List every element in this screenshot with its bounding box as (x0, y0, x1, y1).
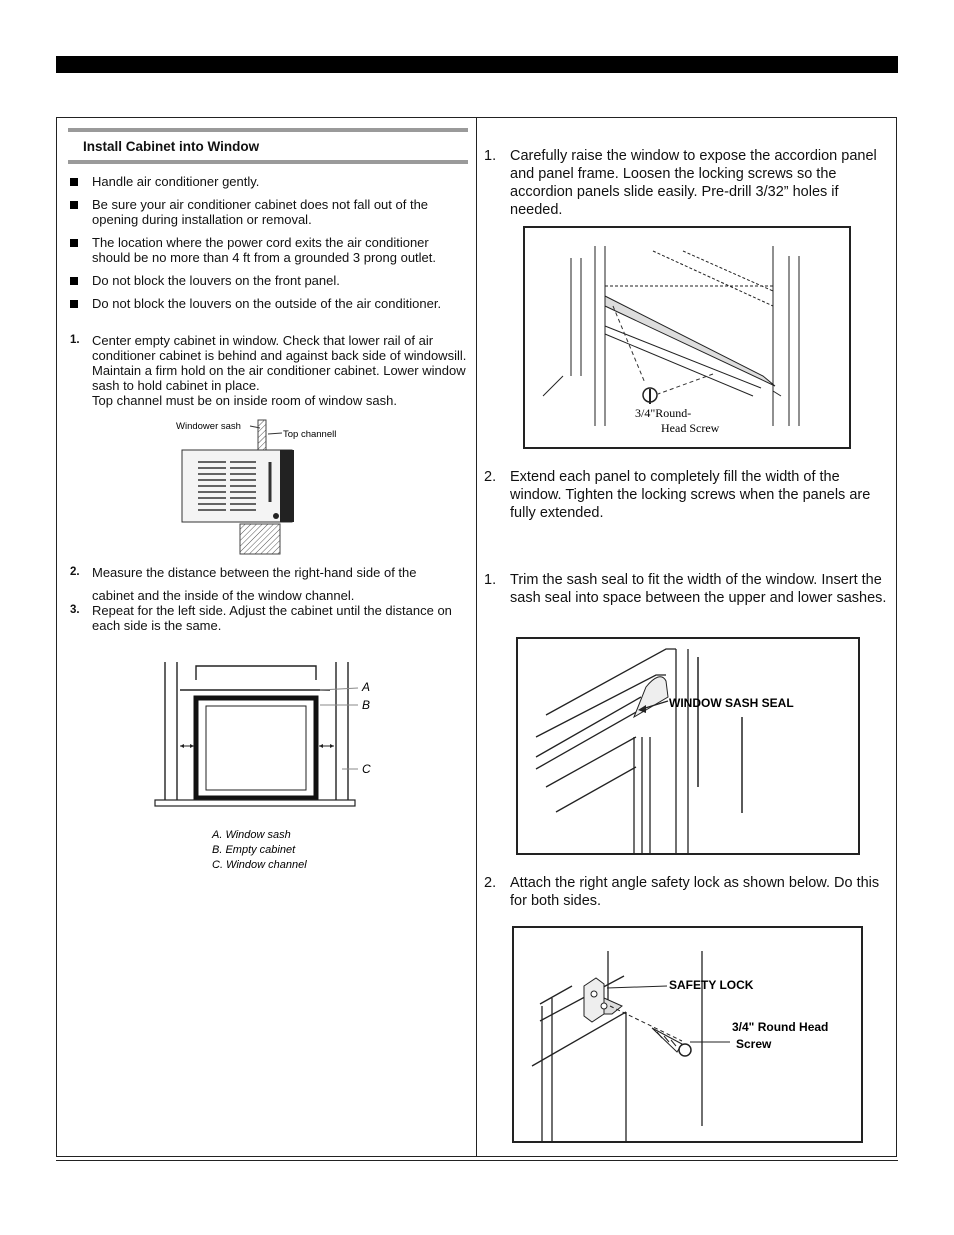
step-text: Trim the sash seal to fit the width of the window. Insert the sash seal into space between the upper and lower sashes. (510, 572, 887, 606)
screw-label-b: Screw (736, 1037, 772, 1051)
empty-cabinet (196, 698, 316, 798)
screw-label-2: Head Screw (661, 421, 720, 435)
legend-a: A. Window sash (212, 829, 291, 841)
accordion-panel-figure (523, 226, 851, 449)
bullet-list (68, 174, 468, 311)
step-text-extra: Top channel must be on inside room of window sash. (92, 393, 397, 408)
sash-seal-label: WINDOW SASH SEAL (669, 696, 794, 710)
cabinet-in-window-figure (170, 418, 360, 556)
step-text: Attach the right angle safety lock as shown below. Do this for both sides. (510, 875, 880, 909)
step-text: Center empty cabinet in window. Check that lower rail of air conditioner cabinet is behind and against back side of windowsill. Maintain a firm hold on the air conditioner cabinet. Lower window sash to hold cabinet in place. (92, 333, 467, 393)
bullet-item: The location where the power cord exits the air conditioner should be no more than 4 ft from a grounded 3 prong outlet. (68, 235, 468, 265)
column-divider (476, 117, 477, 1157)
left-steps-2-3 (68, 565, 468, 633)
label-a: A (362, 680, 371, 694)
header-bar (56, 56, 898, 73)
right-step-1a (482, 147, 892, 219)
step-text: Extend each panel to completely fill the width of the window. Tighten the locking screws when the panels are fully extended. (510, 469, 871, 521)
right-step-2b (482, 874, 892, 910)
screw-label-a: 3/4" Round Head (732, 1020, 829, 1034)
bullet-item: Do not block the louvers on the outside of the air conditioner. (68, 296, 468, 311)
right-step-1b (482, 571, 892, 607)
sash-hatch-top (258, 420, 266, 450)
label-b: B (362, 698, 371, 712)
step-text: Carefully raise the window to expose the accordion panel and panel frame. Loosen the locking screws so the accordion panels slide easily. Pre-drill 3/32” holes if needed. (510, 148, 877, 218)
right-step-2a (482, 468, 892, 522)
step-number: 1. (484, 572, 497, 588)
cabinet-side (280, 450, 294, 522)
step-text: Repeat for the left side. Adjust the cabinet until the distance on each side is the same. (92, 603, 452, 633)
step-number: 2. (70, 566, 80, 578)
step-text-cont: cabinet and the inside of the window channel. (92, 588, 355, 603)
sash-seal-figure (516, 637, 860, 855)
label-top-channel: Top channell (283, 429, 337, 440)
step-number: 1. (484, 148, 497, 164)
left-column (68, 128, 468, 408)
legend-b: B. Empty cabinet (212, 844, 296, 856)
step-text: Measure the distance between the right-hand side of the (92, 565, 417, 580)
label-c: C (362, 762, 371, 776)
legend-c: C. Window channel (212, 859, 307, 871)
footer-rule (56, 1160, 898, 1161)
step-number: 3. (70, 604, 80, 616)
bullet-item: Do not block the louvers on the front panel. (68, 273, 468, 288)
sash-hatch-bottom (240, 524, 280, 554)
window-channel-figure (150, 660, 390, 875)
safety-lock-figure (512, 926, 863, 1144)
left-step-3 (68, 603, 468, 633)
bullet-item: Be sure your air conditioner cabinet does not fall out of the opening during installation or removal. (68, 197, 468, 227)
label-window-sash: Windower sash (176, 421, 241, 432)
step-number: 1. (70, 334, 80, 346)
section-title: Install Cabinet into Window (68, 128, 468, 164)
left-step-1 (68, 333, 468, 408)
step-number: 2. (484, 875, 497, 891)
screw-label-1: 3/4"Round- (635, 406, 692, 420)
safety-lock-label: SAFETY LOCK (669, 978, 754, 992)
left-step-2 (68, 565, 468, 603)
step-number: 2. (484, 469, 497, 485)
windowsill (155, 800, 355, 806)
bullet-item: Handle air conditioner gently. (68, 174, 468, 189)
